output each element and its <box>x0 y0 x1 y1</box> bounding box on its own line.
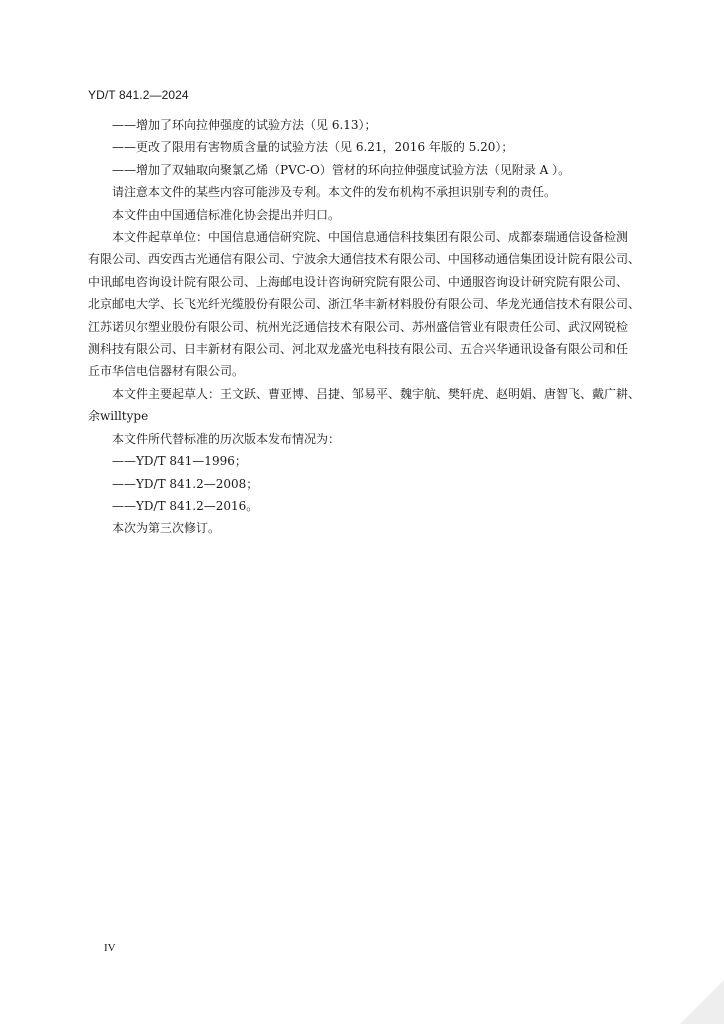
drafting-units-line: 本文件起草单位：中国信息通信研究院、中国信息通信科技集团有限公司、成都泰瑞通信设备检测 <box>112 230 629 245</box>
proposer-statement: 本文件由中国通信标准化协会提出并归口。 <box>112 207 341 222</box>
drafting-units-line: 测科技有限公司、日丰新材有限公司、河北双龙盛光电科技有限公司、五合兴华通讯设备有限公司和任 <box>88 342 629 357</box>
drafting-units-line: 有限公司、西安西古光通信有限公司、宁波余大通信技术有限公司、中国移动通信集团设计院有限公司、 <box>88 252 641 267</box>
drafting-units-paragraph <box>88 226 660 383</box>
drafters-line: 余willtype <box>88 409 149 424</box>
change-item: ——更改了限用有害物质含量的试验方法（见 6.21，2016 年版的 5.20）； <box>112 140 514 155</box>
foreword-content <box>88 114 660 540</box>
revision-note: 本次为第三次修订。 <box>112 521 221 536</box>
history-intro: 本文件所代替标准的历次版本发布情况为： <box>112 431 341 446</box>
history-version: ——YD/T 841.2—2016。 <box>112 498 259 513</box>
page-number: IV <box>104 942 116 954</box>
drafting-units-line: 丘市华信电信器材有限公司。 <box>88 364 245 379</box>
standard-number-header: YD/T 841.2—2024 <box>88 88 189 102</box>
drafting-units-line: 北京邮电大学、长飞光纤光缆股份有限公司、浙江华丰新材料股份有限公司、华龙光通信技术有限公司、 <box>88 297 641 312</box>
drafting-units-line: 中讯邮电咨询设计院有限公司、上海邮电设计咨询研究院有限公司、中通服咨询设计研究院有限公司、 <box>88 274 629 289</box>
drafters-paragraph <box>88 383 660 428</box>
drafters-line: 本文件主要起草人：王文跃、曹亚博、吕捷、邹易平、魏宇航、樊轩虎、赵明娟、唐智飞、戴广耕、 <box>112 386 641 401</box>
change-item: ——增加了双轴取向聚氯乙烯（PVC-O）管材的环向拉伸强度试验方法（见附录 A ）。 <box>112 162 571 177</box>
history-version: ——YD/T 841.2—2008； <box>112 476 259 491</box>
change-item: ——增加了环向拉伸强度的试验方法（见 6.13）； <box>112 118 377 132</box>
drafting-units-line: 江苏诺贝尔塑业股份有限公司、杭州光泛通信技术有限公司、苏州盛信管业有限责任公司、武汉网锐检 <box>88 319 629 334</box>
history-version: ——YD/T 841—1996； <box>112 454 247 469</box>
patent-notice: 请注意本文件的某些内容可能涉及专利。本文件的发布机构不承担识别专利的责任。 <box>112 185 557 200</box>
page-corner-fold <box>680 980 724 1024</box>
